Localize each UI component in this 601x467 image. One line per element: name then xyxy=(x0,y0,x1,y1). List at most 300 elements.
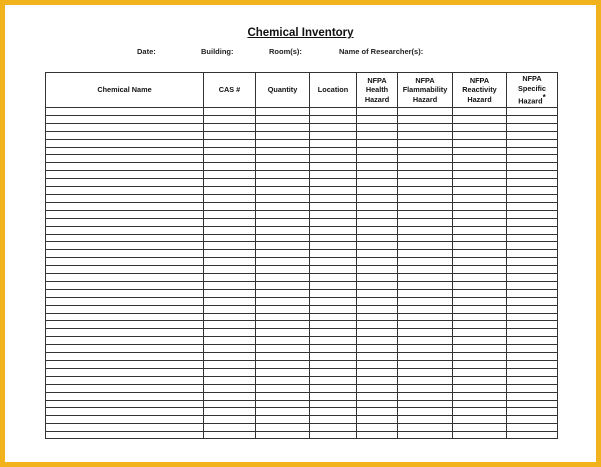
table-cell[interactable] xyxy=(204,353,256,361)
table-cell[interactable] xyxy=(507,123,558,131)
table-cell[interactable] xyxy=(46,274,204,282)
table-cell[interactable] xyxy=(453,250,507,258)
table-cell[interactable] xyxy=(310,226,357,234)
table-cell[interactable] xyxy=(46,171,204,179)
table-cell[interactable] xyxy=(357,194,398,202)
table-cell[interactable] xyxy=(256,368,310,376)
table-cell[interactable] xyxy=(398,179,453,187)
table-cell[interactable] xyxy=(46,155,204,163)
table-cell[interactable] xyxy=(398,321,453,329)
table-cell[interactable] xyxy=(357,400,398,408)
table-cell[interactable] xyxy=(507,242,558,250)
table-cell[interactable] xyxy=(453,392,507,400)
table-cell[interactable] xyxy=(46,289,204,297)
table-cell[interactable] xyxy=(357,115,398,123)
table-cell[interactable] xyxy=(204,250,256,258)
table-cell[interactable] xyxy=(310,408,357,416)
table-cell[interactable] xyxy=(398,202,453,210)
table-cell[interactable] xyxy=(46,179,204,187)
table-cell[interactable] xyxy=(256,321,310,329)
table-cell[interactable] xyxy=(453,194,507,202)
table-cell[interactable] xyxy=(46,329,204,337)
table-cell[interactable] xyxy=(398,258,453,266)
table-cell[interactable] xyxy=(204,147,256,155)
table-cell[interactable] xyxy=(507,289,558,297)
table-cell[interactable] xyxy=(310,187,357,195)
table-cell[interactable] xyxy=(398,171,453,179)
table-cell[interactable] xyxy=(507,202,558,210)
table-cell[interactable] xyxy=(453,368,507,376)
table-cell[interactable] xyxy=(357,424,398,432)
table-cell[interactable] xyxy=(310,289,357,297)
table-cell[interactable] xyxy=(204,368,256,376)
table-cell[interactable] xyxy=(453,321,507,329)
table-cell[interactable] xyxy=(453,139,507,147)
table-cell[interactable] xyxy=(256,187,310,195)
table-cell[interactable] xyxy=(357,210,398,218)
table-cell[interactable] xyxy=(507,353,558,361)
table-cell[interactable] xyxy=(204,424,256,432)
table-cell[interactable] xyxy=(256,329,310,337)
table-cell[interactable] xyxy=(507,218,558,226)
table-cell[interactable] xyxy=(256,163,310,171)
table-cell[interactable] xyxy=(310,305,357,313)
table-cell[interactable] xyxy=(453,147,507,155)
table-cell[interactable] xyxy=(507,147,558,155)
table-cell[interactable] xyxy=(256,424,310,432)
table-cell[interactable] xyxy=(310,155,357,163)
table-cell[interactable] xyxy=(310,432,357,439)
table-cell[interactable] xyxy=(507,187,558,195)
table-cell[interactable] xyxy=(256,242,310,250)
table-cell[interactable] xyxy=(46,376,204,384)
table-cell[interactable] xyxy=(507,258,558,266)
table-cell[interactable] xyxy=(46,250,204,258)
table-cell[interactable] xyxy=(357,281,398,289)
table-cell[interactable] xyxy=(310,368,357,376)
table-cell[interactable] xyxy=(310,163,357,171)
table-cell[interactable] xyxy=(204,108,256,116)
table-cell[interactable] xyxy=(46,337,204,345)
table-cell[interactable] xyxy=(357,321,398,329)
table-cell[interactable] xyxy=(398,187,453,195)
table-cell[interactable] xyxy=(357,108,398,116)
table-cell[interactable] xyxy=(256,361,310,369)
table-cell[interactable] xyxy=(453,361,507,369)
table-cell[interactable] xyxy=(398,226,453,234)
table-cell[interactable] xyxy=(46,384,204,392)
table-cell[interactable] xyxy=(256,392,310,400)
table-cell[interactable] xyxy=(46,147,204,155)
table-cell[interactable] xyxy=(507,250,558,258)
table-cell[interactable] xyxy=(507,163,558,171)
table-cell[interactable] xyxy=(453,416,507,424)
table-cell[interactable] xyxy=(398,210,453,218)
table-cell[interactable] xyxy=(507,392,558,400)
table-cell[interactable] xyxy=(453,131,507,139)
table-cell[interactable] xyxy=(507,321,558,329)
table-cell[interactable] xyxy=(310,337,357,345)
table-cell[interactable] xyxy=(310,345,357,353)
table-cell[interactable] xyxy=(453,337,507,345)
table-cell[interactable] xyxy=(204,266,256,274)
table-cell[interactable] xyxy=(398,139,453,147)
table-cell[interactable] xyxy=(507,108,558,116)
table-cell[interactable] xyxy=(46,258,204,266)
table-cell[interactable] xyxy=(46,368,204,376)
table-cell[interactable] xyxy=(310,139,357,147)
table-cell[interactable] xyxy=(256,376,310,384)
table-cell[interactable] xyxy=(46,392,204,400)
table-cell[interactable] xyxy=(46,202,204,210)
table-cell[interactable] xyxy=(357,171,398,179)
table-cell[interactable] xyxy=(204,321,256,329)
table-cell[interactable] xyxy=(204,242,256,250)
table-cell[interactable] xyxy=(310,297,357,305)
table-cell[interactable] xyxy=(310,258,357,266)
table-cell[interactable] xyxy=(453,218,507,226)
table-cell[interactable] xyxy=(507,179,558,187)
table-cell[interactable] xyxy=(204,384,256,392)
table-cell[interactable] xyxy=(310,274,357,282)
table-cell[interactable] xyxy=(204,234,256,242)
table-cell[interactable] xyxy=(507,424,558,432)
table-cell[interactable] xyxy=(398,313,453,321)
table-cell[interactable] xyxy=(256,171,310,179)
table-cell[interactable] xyxy=(256,226,310,234)
table-cell[interactable] xyxy=(46,242,204,250)
table-cell[interactable] xyxy=(398,281,453,289)
table-cell[interactable] xyxy=(398,242,453,250)
table-cell[interactable] xyxy=(310,321,357,329)
table-cell[interactable] xyxy=(310,131,357,139)
table-cell[interactable] xyxy=(46,115,204,123)
table-cell[interactable] xyxy=(357,416,398,424)
table-cell[interactable] xyxy=(398,305,453,313)
table-cell[interactable] xyxy=(507,234,558,242)
table-cell[interactable] xyxy=(310,266,357,274)
table-cell[interactable] xyxy=(453,258,507,266)
table-cell[interactable] xyxy=(46,400,204,408)
table-cell[interactable] xyxy=(256,250,310,258)
table-cell[interactable] xyxy=(204,202,256,210)
table-cell[interactable] xyxy=(357,139,398,147)
table-cell[interactable] xyxy=(204,131,256,139)
table-cell[interactable] xyxy=(453,313,507,321)
table-cell[interactable] xyxy=(204,171,256,179)
table-cell[interactable] xyxy=(398,353,453,361)
table-cell[interactable] xyxy=(398,416,453,424)
table-cell[interactable] xyxy=(310,392,357,400)
table-cell[interactable] xyxy=(398,163,453,171)
table-cell[interactable] xyxy=(507,139,558,147)
table-cell[interactable] xyxy=(507,400,558,408)
table-cell[interactable] xyxy=(256,258,310,266)
table-cell[interactable] xyxy=(398,329,453,337)
table-cell[interactable] xyxy=(204,274,256,282)
table-cell[interactable] xyxy=(398,345,453,353)
table-cell[interactable] xyxy=(357,163,398,171)
table-cell[interactable] xyxy=(310,400,357,408)
table-cell[interactable] xyxy=(507,155,558,163)
table-cell[interactable] xyxy=(398,392,453,400)
table-cell[interactable] xyxy=(256,313,310,321)
table-cell[interactable] xyxy=(398,376,453,384)
table-cell[interactable] xyxy=(453,155,507,163)
table-cell[interactable] xyxy=(453,400,507,408)
table-cell[interactable] xyxy=(310,313,357,321)
table-cell[interactable] xyxy=(46,139,204,147)
table-cell[interactable] xyxy=(357,408,398,416)
table-cell[interactable] xyxy=(357,345,398,353)
table-cell[interactable] xyxy=(453,179,507,187)
table-cell[interactable] xyxy=(507,210,558,218)
table-cell[interactable] xyxy=(256,305,310,313)
table-cell[interactable] xyxy=(204,432,256,439)
table-cell[interactable] xyxy=(357,155,398,163)
table-cell[interactable] xyxy=(256,384,310,392)
table-cell[interactable] xyxy=(398,218,453,226)
table-cell[interactable] xyxy=(453,234,507,242)
table-cell[interactable] xyxy=(357,250,398,258)
table-cell[interactable] xyxy=(310,329,357,337)
table-cell[interactable] xyxy=(507,131,558,139)
table-cell[interactable] xyxy=(310,353,357,361)
table-cell[interactable] xyxy=(256,400,310,408)
table-cell[interactable] xyxy=(46,187,204,195)
table-cell[interactable] xyxy=(507,432,558,439)
table-cell[interactable] xyxy=(357,123,398,131)
table-cell[interactable] xyxy=(453,163,507,171)
table-cell[interactable] xyxy=(398,361,453,369)
table-cell[interactable] xyxy=(357,258,398,266)
table-cell[interactable] xyxy=(46,266,204,274)
table-cell[interactable] xyxy=(398,115,453,123)
table-cell[interactable] xyxy=(204,258,256,266)
table-cell[interactable] xyxy=(357,289,398,297)
table-cell[interactable] xyxy=(256,297,310,305)
table-cell[interactable] xyxy=(453,242,507,250)
table-cell[interactable] xyxy=(46,345,204,353)
table-cell[interactable] xyxy=(310,416,357,424)
table-cell[interactable] xyxy=(204,281,256,289)
table-cell[interactable] xyxy=(204,305,256,313)
table-cell[interactable] xyxy=(204,210,256,218)
table-cell[interactable] xyxy=(46,313,204,321)
table-cell[interactable] xyxy=(256,353,310,361)
table-cell[interactable] xyxy=(310,179,357,187)
table-cell[interactable] xyxy=(453,329,507,337)
table-cell[interactable] xyxy=(310,147,357,155)
table-cell[interactable] xyxy=(398,123,453,131)
table-cell[interactable] xyxy=(204,408,256,416)
table-cell[interactable] xyxy=(357,179,398,187)
table-cell[interactable] xyxy=(310,384,357,392)
table-cell[interactable] xyxy=(398,337,453,345)
table-cell[interactable] xyxy=(310,202,357,210)
table-cell[interactable] xyxy=(398,155,453,163)
table-cell[interactable] xyxy=(46,131,204,139)
table-cell[interactable] xyxy=(398,131,453,139)
table-cell[interactable] xyxy=(256,416,310,424)
table-cell[interactable] xyxy=(204,123,256,131)
table-cell[interactable] xyxy=(204,226,256,234)
table-cell[interactable] xyxy=(204,139,256,147)
table-cell[interactable] xyxy=(357,187,398,195)
table-cell[interactable] xyxy=(507,329,558,337)
table-cell[interactable] xyxy=(310,171,357,179)
table-cell[interactable] xyxy=(357,337,398,345)
table-cell[interactable] xyxy=(256,179,310,187)
table-cell[interactable] xyxy=(204,155,256,163)
table-cell[interactable] xyxy=(46,194,204,202)
table-cell[interactable] xyxy=(46,123,204,131)
table-cell[interactable] xyxy=(507,345,558,353)
table-cell[interactable] xyxy=(310,424,357,432)
table-cell[interactable] xyxy=(204,313,256,321)
table-cell[interactable] xyxy=(507,376,558,384)
table-cell[interactable] xyxy=(204,187,256,195)
table-cell[interactable] xyxy=(310,115,357,123)
table-cell[interactable] xyxy=(256,218,310,226)
table-cell[interactable] xyxy=(310,250,357,258)
table-cell[interactable] xyxy=(310,194,357,202)
table-cell[interactable] xyxy=(357,226,398,234)
table-cell[interactable] xyxy=(453,274,507,282)
table-cell[interactable] xyxy=(453,408,507,416)
table-cell[interactable] xyxy=(256,408,310,416)
table-cell[interactable] xyxy=(507,368,558,376)
table-cell[interactable] xyxy=(46,424,204,432)
table-cell[interactable] xyxy=(204,361,256,369)
table-cell[interactable] xyxy=(204,376,256,384)
table-cell[interactable] xyxy=(453,226,507,234)
table-cell[interactable] xyxy=(453,187,507,195)
table-cell[interactable] xyxy=(507,226,558,234)
table-cell[interactable] xyxy=(256,139,310,147)
table-cell[interactable] xyxy=(398,384,453,392)
table-cell[interactable] xyxy=(357,361,398,369)
table-cell[interactable] xyxy=(453,266,507,274)
table-cell[interactable] xyxy=(310,210,357,218)
table-cell[interactable] xyxy=(507,361,558,369)
table-cell[interactable] xyxy=(46,226,204,234)
table-cell[interactable] xyxy=(357,234,398,242)
table-cell[interactable] xyxy=(357,297,398,305)
table-cell[interactable] xyxy=(46,416,204,424)
table-cell[interactable] xyxy=(256,155,310,163)
table-cell[interactable] xyxy=(204,218,256,226)
table-cell[interactable] xyxy=(256,210,310,218)
table-cell[interactable] xyxy=(256,432,310,439)
table-cell[interactable] xyxy=(507,194,558,202)
table-cell[interactable] xyxy=(453,424,507,432)
table-cell[interactable] xyxy=(256,115,310,123)
table-cell[interactable] xyxy=(256,123,310,131)
table-cell[interactable] xyxy=(256,194,310,202)
table-cell[interactable] xyxy=(204,400,256,408)
table-cell[interactable] xyxy=(453,202,507,210)
table-cell[interactable] xyxy=(507,384,558,392)
table-cell[interactable] xyxy=(398,147,453,155)
table-cell[interactable] xyxy=(310,361,357,369)
table-cell[interactable] xyxy=(453,171,507,179)
table-cell[interactable] xyxy=(204,297,256,305)
table-cell[interactable] xyxy=(256,147,310,155)
table-cell[interactable] xyxy=(204,345,256,353)
table-cell[interactable] xyxy=(507,266,558,274)
table-cell[interactable] xyxy=(46,361,204,369)
table-cell[interactable] xyxy=(204,416,256,424)
table-cell[interactable] xyxy=(507,337,558,345)
table-cell[interactable] xyxy=(46,305,204,313)
table-cell[interactable] xyxy=(398,194,453,202)
table-cell[interactable] xyxy=(46,163,204,171)
table-cell[interactable] xyxy=(398,250,453,258)
table-cell[interactable] xyxy=(398,234,453,242)
table-cell[interactable] xyxy=(453,384,507,392)
table-cell[interactable] xyxy=(453,123,507,131)
table-cell[interactable] xyxy=(398,297,453,305)
table-cell[interactable] xyxy=(46,281,204,289)
table-cell[interactable] xyxy=(310,123,357,131)
table-cell[interactable] xyxy=(357,274,398,282)
table-cell[interactable] xyxy=(398,432,453,439)
table-cell[interactable] xyxy=(357,368,398,376)
table-cell[interactable] xyxy=(507,305,558,313)
table-cell[interactable] xyxy=(46,234,204,242)
table-cell[interactable] xyxy=(357,305,398,313)
table-cell[interactable] xyxy=(204,179,256,187)
table-cell[interactable] xyxy=(453,345,507,353)
table-cell[interactable] xyxy=(453,289,507,297)
table-cell[interactable] xyxy=(46,218,204,226)
table-cell[interactable] xyxy=(357,384,398,392)
table-cell[interactable] xyxy=(310,376,357,384)
table-cell[interactable] xyxy=(398,108,453,116)
table-cell[interactable] xyxy=(310,108,357,116)
table-cell[interactable] xyxy=(398,368,453,376)
table-cell[interactable] xyxy=(256,345,310,353)
table-cell[interactable] xyxy=(256,337,310,345)
table-cell[interactable] xyxy=(398,274,453,282)
table-cell[interactable] xyxy=(256,289,310,297)
table-cell[interactable] xyxy=(453,432,507,439)
table-cell[interactable] xyxy=(357,392,398,400)
table-cell[interactable] xyxy=(507,171,558,179)
table-cell[interactable] xyxy=(398,266,453,274)
table-cell[interactable] xyxy=(46,408,204,416)
table-cell[interactable] xyxy=(507,115,558,123)
table-cell[interactable] xyxy=(310,242,357,250)
table-cell[interactable] xyxy=(46,297,204,305)
table-cell[interactable] xyxy=(507,297,558,305)
table-cell[interactable] xyxy=(256,108,310,116)
table-cell[interactable] xyxy=(453,115,507,123)
table-cell[interactable] xyxy=(46,108,204,116)
table-cell[interactable] xyxy=(357,376,398,384)
table-cell[interactable] xyxy=(256,202,310,210)
table-cell[interactable] xyxy=(46,210,204,218)
table-cell[interactable] xyxy=(507,274,558,282)
table-cell[interactable] xyxy=(310,234,357,242)
table-cell[interactable] xyxy=(46,321,204,329)
table-cell[interactable] xyxy=(310,281,357,289)
table-cell[interactable] xyxy=(357,202,398,210)
table-cell[interactable] xyxy=(507,313,558,321)
table-cell[interactable] xyxy=(357,353,398,361)
table-cell[interactable] xyxy=(453,376,507,384)
